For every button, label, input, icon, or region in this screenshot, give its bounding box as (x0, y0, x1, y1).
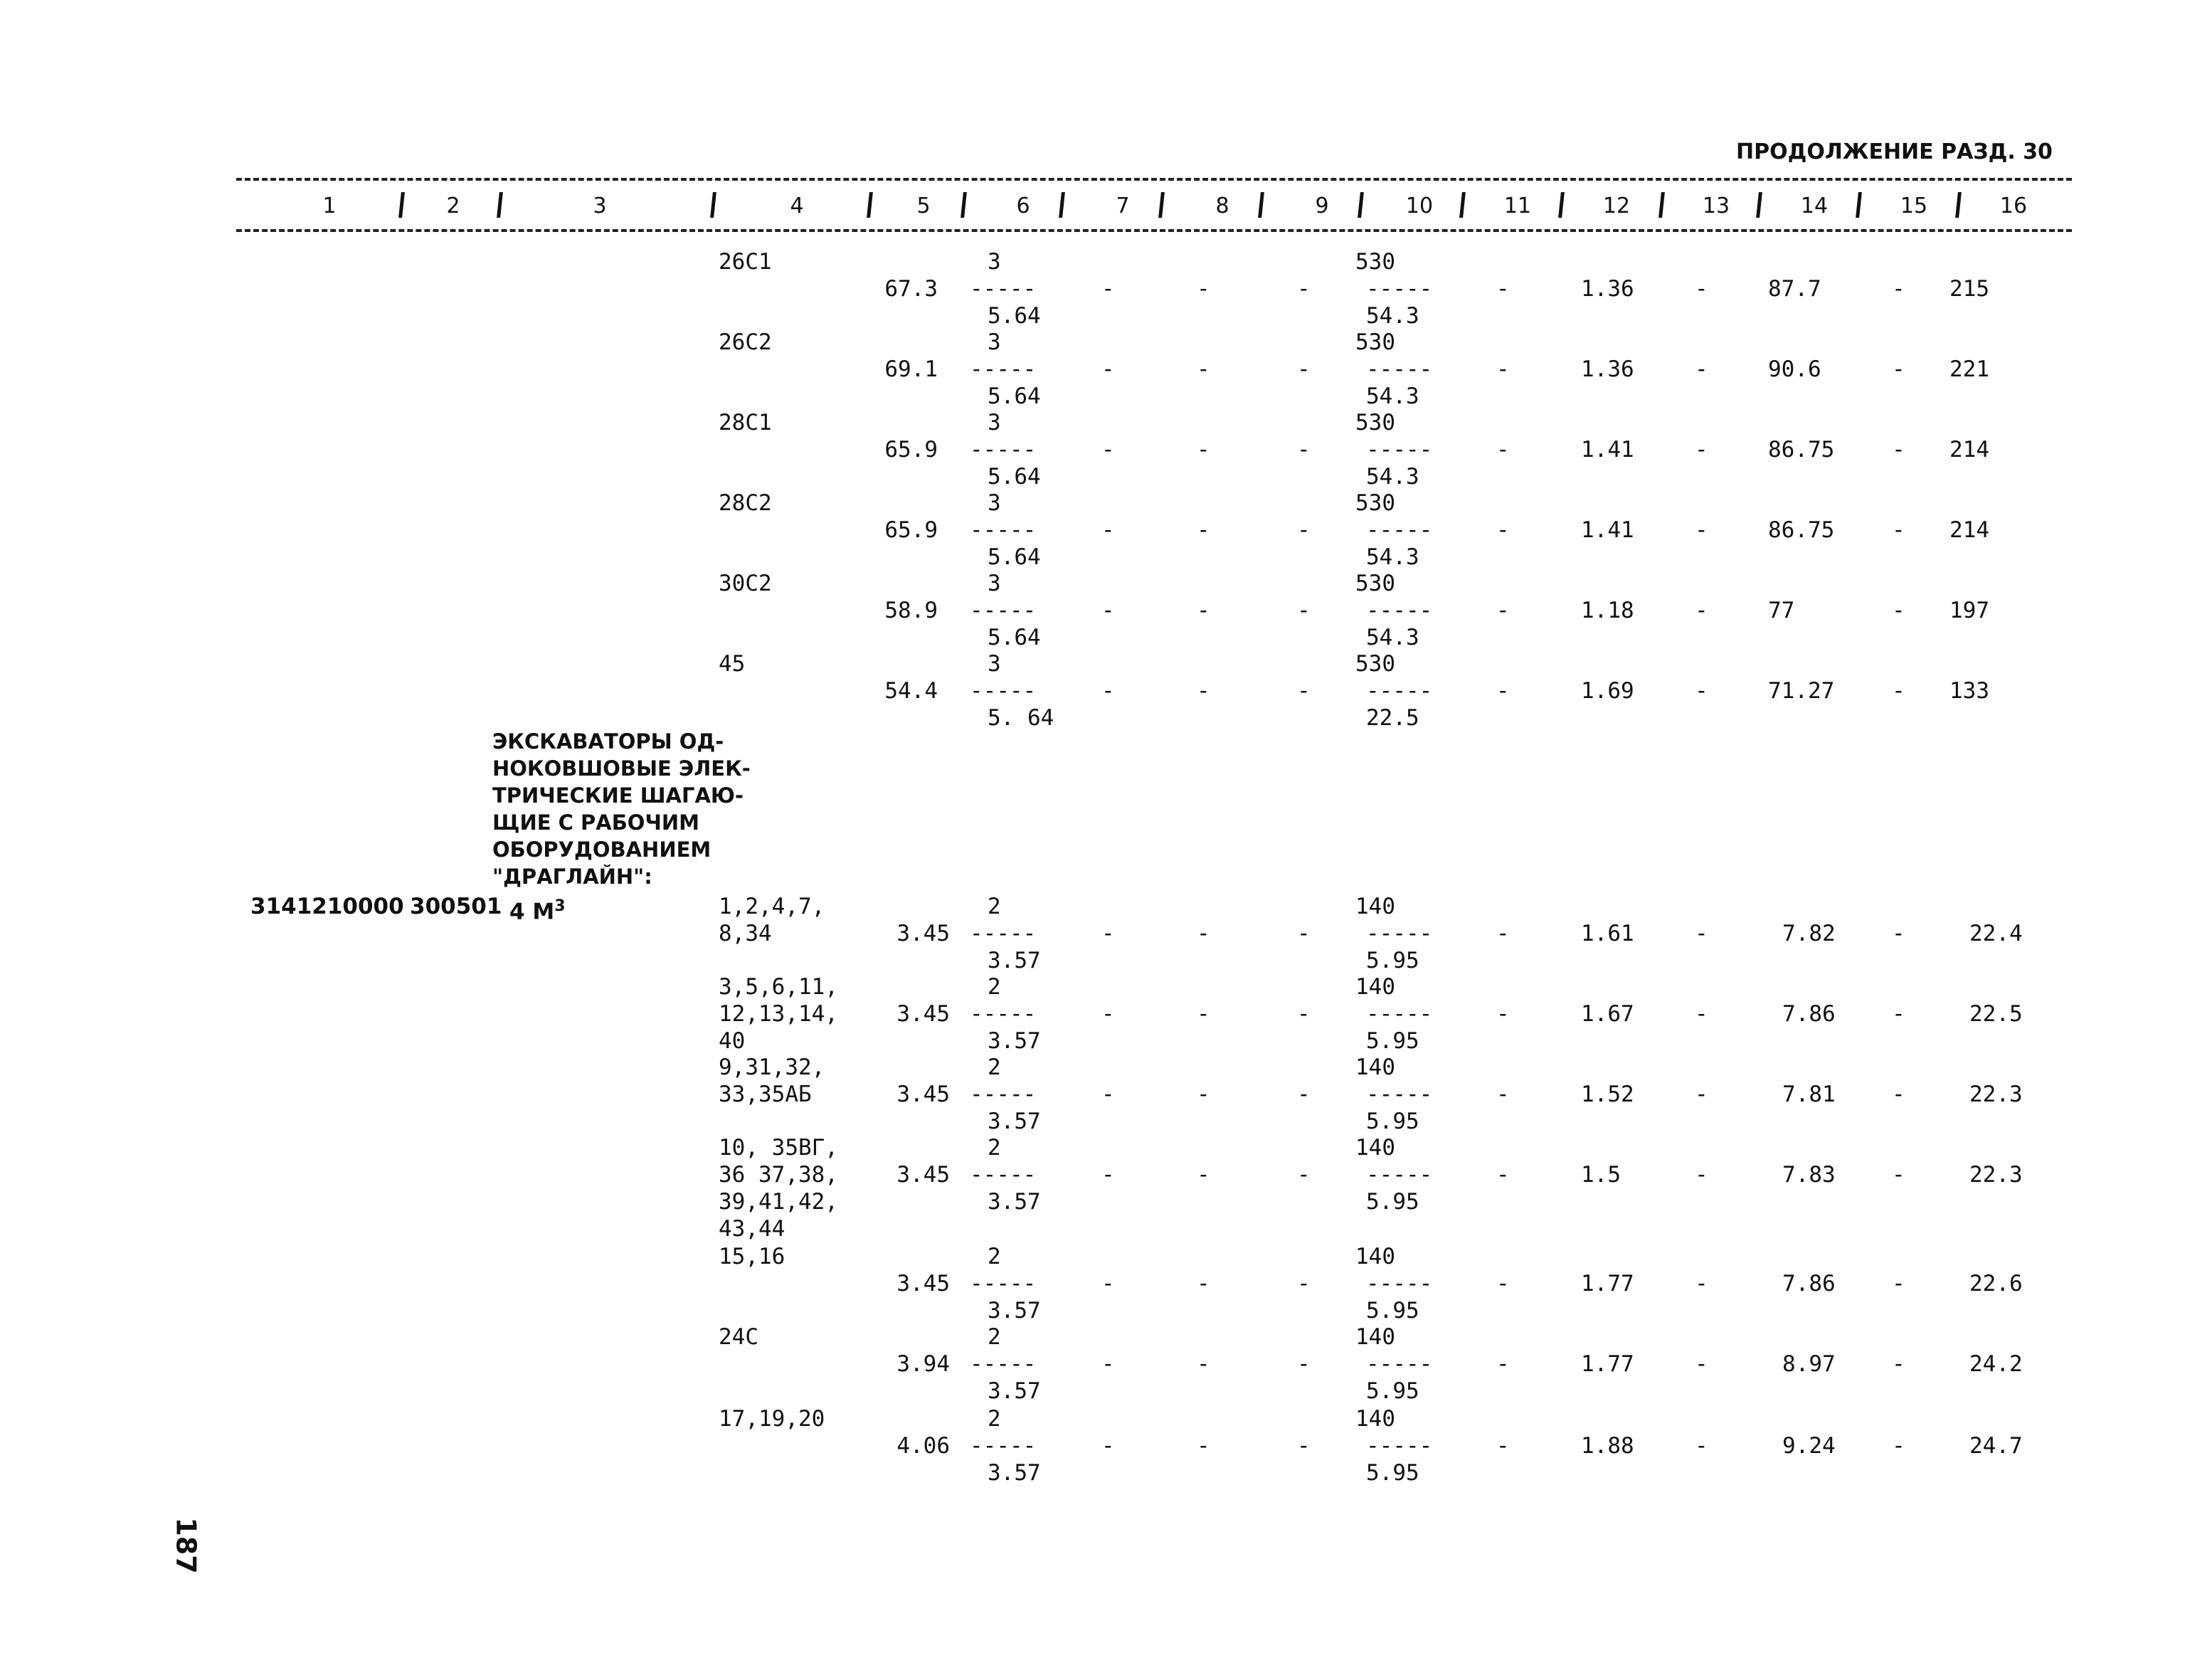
cell-col6-numerator: 2 (988, 1055, 1001, 1080)
column-separator (1459, 192, 1466, 218)
cell-col7: - (1101, 1433, 1115, 1459)
cell-col16: 22.6 (1969, 1271, 2023, 1296)
row-label: 3,5,6,11, (719, 974, 838, 1000)
cell-col12: 1.77 (1581, 1351, 1634, 1377)
cell-col13: - (1695, 921, 1708, 946)
continuation-label: ПРОДОЛЖЕНИЕ РАЗД. 30 (1736, 139, 2053, 164)
cell-col10-denominator: 54.3 (1366, 625, 1419, 650)
cell-col6-numerator: 3 (988, 571, 1001, 596)
cell-col5: 3.45 (896, 1082, 950, 1107)
cell-col16: 22.3 (1969, 1082, 2023, 1107)
row-label: 30С2 (719, 571, 772, 596)
cell-col10-numerator: 140 (1355, 1244, 1395, 1269)
row-label: 33,35АБ (719, 1082, 812, 1107)
cell-col15: - (1892, 1082, 1905, 1107)
cell-col7: - (1101, 517, 1115, 543)
capacity-exponent: 3 (554, 897, 566, 915)
column-separator (710, 192, 716, 218)
cell-col6-denominator: 3.57 (988, 1109, 1041, 1134)
cell-col8: - (1197, 437, 1210, 463)
cell-col8: - (1197, 1001, 1210, 1027)
cell-col12: 1.88 (1581, 1433, 1634, 1459)
cell-col10-fraction-bar: ----- (1366, 276, 1433, 302)
cell-col12: 1.41 (1581, 437, 1634, 463)
cell-col14: 86.75 (1768, 437, 1835, 463)
cell-col6-numerator: 2 (988, 1135, 1001, 1161)
cell-col13: - (1695, 356, 1708, 382)
cell-col14: 7.81 (1782, 1082, 1836, 1107)
cell-col10-fraction-bar: ----- (1366, 437, 1433, 463)
cell-col10-numerator: 530 (1355, 490, 1395, 516)
cell-col9: - (1297, 598, 1311, 623)
cell-col9: - (1297, 1001, 1311, 1027)
cell-col7: - (1101, 921, 1115, 946)
cell-col6-denominator: 3.57 (988, 948, 1041, 973)
cell-col10-denominator: 5.95 (1366, 1460, 1419, 1486)
cell-col15: - (1892, 1351, 1905, 1377)
cell-col12: 1.18 (1581, 598, 1634, 623)
cell-col9: - (1297, 921, 1311, 946)
cell-col11: - (1496, 437, 1510, 463)
cell-col5: 4.06 (896, 1433, 950, 1459)
column-header-15: 15 (1900, 194, 1928, 218)
cell-col11: - (1496, 598, 1510, 623)
cell-col7: - (1101, 356, 1115, 382)
capacity-unit: 4 М (509, 899, 555, 925)
cell-col10-fraction-bar: ----- (1366, 598, 1433, 623)
column-separator (497, 192, 503, 218)
cell-col10-fraction-bar: ----- (1366, 1351, 1433, 1377)
cell-col7: - (1101, 1271, 1115, 1296)
cell-col6-denominator: 5.64 (988, 544, 1041, 570)
cell-col8: - (1197, 921, 1210, 946)
column-header-4: 4 (790, 194, 804, 218)
cell-col5: 3.45 (896, 921, 950, 946)
cell-col11: - (1496, 678, 1510, 704)
cell-col8: - (1197, 1162, 1210, 1188)
row-label: 39,41,42, (719, 1189, 838, 1215)
cell-col10-fraction-bar: ----- (1366, 1271, 1433, 1296)
row-label: 28С1 (719, 410, 772, 435)
column-separator (1258, 192, 1264, 218)
row-label: 8,34 (719, 921, 772, 946)
cell-col5: 69.1 (884, 356, 938, 382)
row-label: 1,2,4,7, (719, 894, 825, 919)
cell-col5: 58.9 (884, 598, 938, 623)
cell-col9: - (1297, 1433, 1311, 1459)
cell-col11: - (1496, 1082, 1510, 1107)
cell-col14: 86.75 (1768, 517, 1835, 543)
cell-col8: - (1197, 276, 1210, 302)
cell-col10-fraction-bar: ----- (1366, 921, 1433, 946)
column-header-8: 8 (1215, 194, 1229, 218)
cell-col7: - (1101, 1082, 1115, 1107)
row-label: 15,16 (719, 1244, 785, 1269)
cell-col5: 65.9 (884, 437, 938, 463)
cell-col16: 214 (1949, 517, 1989, 543)
column-separator (867, 192, 873, 218)
cell-col15: - (1892, 276, 1905, 302)
cell-col10-numerator: 530 (1355, 249, 1395, 275)
cell-col14: 90.6 (1768, 356, 1821, 382)
cell-col6-fraction-bar: ----- (970, 276, 1037, 302)
cell-col6-denominator: 5.64 (988, 464, 1041, 490)
cell-col14: 7.82 (1782, 921, 1836, 946)
column-header-11: 11 (1503, 194, 1532, 218)
cell-col10-denominator: 54.3 (1366, 384, 1419, 409)
cell-col12: 1.61 (1581, 921, 1634, 946)
cell-col9: - (1297, 276, 1311, 302)
cell-col14: 7.86 (1782, 1271, 1836, 1296)
cell-col10-denominator: 54.3 (1366, 544, 1419, 570)
cell-col12: 1.69 (1581, 678, 1634, 704)
cell-col7: - (1101, 276, 1115, 302)
group-title-line: "ДРАГЛАЙН": (492, 865, 652, 889)
cell-col13: - (1695, 1162, 1708, 1188)
cell-col10-fraction-bar: ----- (1366, 1433, 1433, 1459)
cell-col9: - (1297, 1351, 1311, 1377)
cell-col6-numerator: 2 (988, 974, 1001, 1000)
cell-col12: 1.41 (1581, 517, 1634, 543)
cell-col10-numerator: 530 (1355, 329, 1395, 355)
cell-col6-numerator: 2 (988, 1324, 1001, 1350)
cell-col14: 71.27 (1768, 678, 1835, 704)
row-label: 9,31,32, (719, 1055, 825, 1080)
cell-col16: 221 (1949, 356, 1989, 382)
column-header-7: 7 (1116, 194, 1130, 218)
cell-col6-numerator: 2 (988, 1406, 1001, 1432)
column-separator (1658, 192, 1665, 218)
cell-col9: - (1297, 1271, 1311, 1296)
cell-col6-denominator: 3.57 (988, 1378, 1041, 1404)
cell-col6-fraction-bar: ----- (970, 517, 1037, 543)
column-separator (1756, 192, 1762, 218)
column-header-6: 6 (1016, 194, 1030, 218)
cell-col9: - (1297, 1082, 1311, 1107)
cell-col16: 133 (1949, 678, 1989, 704)
cell-col13: - (1695, 1351, 1708, 1377)
cell-col6-fraction-bar: ----- (970, 1162, 1037, 1188)
cell-col10-numerator: 140 (1355, 894, 1395, 919)
cell-col11: - (1496, 356, 1510, 382)
cell-col8: - (1197, 356, 1210, 382)
cell-col13: - (1695, 1433, 1708, 1459)
cell-col10-denominator: 5.95 (1366, 948, 1419, 973)
row-label: 43,44 (719, 1216, 785, 1242)
cell-col14: 77 (1768, 598, 1795, 623)
cell-col10-fraction-bar: ----- (1366, 1001, 1433, 1027)
cell-col9: - (1297, 517, 1311, 543)
row-label: 26С2 (719, 329, 772, 355)
cell-col15: - (1892, 921, 1905, 946)
cell-col5: 3.45 (896, 1162, 950, 1188)
cell-col12: 1.77 (1581, 1271, 1634, 1296)
cell-col13: - (1695, 437, 1708, 463)
cell-col15: - (1892, 678, 1905, 704)
row-label: 36 37,38, (719, 1162, 838, 1188)
row-label: 28С2 (719, 490, 772, 516)
cell-col10-numerator: 140 (1355, 1055, 1395, 1080)
cell-col5: 54.4 (884, 678, 938, 704)
cell-col6-numerator: 3 (988, 249, 1001, 275)
cell-col10-numerator: 530 (1355, 410, 1395, 435)
row-label: 12,13,14, (719, 1001, 838, 1027)
cell-col10-numerator: 530 (1355, 571, 1395, 596)
cell-col12: 1.5 (1581, 1162, 1621, 1188)
cell-col6-denominator: 5.64 (988, 625, 1041, 650)
cell-col6-fraction-bar: ----- (970, 1433, 1037, 1459)
cell-col6-denominator: 3.57 (988, 1189, 1041, 1215)
cell-col10-denominator: 54.3 (1366, 464, 1419, 490)
cell-col6-numerator: 3 (988, 490, 1001, 516)
cell-col15: - (1892, 1271, 1905, 1296)
cell-col10-numerator: 140 (1355, 974, 1395, 1000)
cell-col10-numerator: 530 (1355, 651, 1395, 677)
cell-col11: - (1496, 276, 1510, 302)
cell-col10-denominator: 5.95 (1366, 1378, 1419, 1404)
cell-col10-numerator: 140 (1355, 1324, 1395, 1350)
cell-col6-fraction-bar: ----- (970, 1001, 1037, 1027)
cell-col13: - (1695, 517, 1708, 543)
cell-col13: - (1695, 1271, 1708, 1296)
column-separator (1158, 192, 1165, 218)
cell-col8: - (1197, 1351, 1210, 1377)
row-label: 40 (719, 1028, 746, 1054)
cell-col8: - (1197, 1271, 1210, 1296)
cell-col8: - (1197, 517, 1210, 543)
cell-col16: 215 (1949, 276, 1989, 302)
cell-col6-numerator: 3 (988, 329, 1001, 355)
cell-col6-numerator: 2 (988, 894, 1001, 919)
cell-col14: 7.83 (1782, 1162, 1836, 1188)
cell-col6-numerator: 3 (988, 410, 1001, 435)
group-title-line: ЭКСКАВАТОРЫ ОД- (492, 729, 724, 754)
group-title-line: ТРИЧЕСКИЕ ШАГАЮ- (492, 783, 744, 808)
cell-col13: - (1695, 1082, 1708, 1107)
cell-col16: 22.4 (1969, 921, 2023, 946)
column-header-3: 3 (593, 194, 607, 218)
column-separator (961, 192, 967, 218)
group-code-2: 300501 (410, 894, 502, 919)
cell-col6-fraction-bar: ----- (970, 598, 1037, 623)
table-header-rule (236, 229, 2072, 232)
cell-col8: - (1197, 678, 1210, 704)
cell-col5: 3.94 (896, 1351, 950, 1377)
cell-col15: - (1892, 517, 1905, 543)
cell-col7: - (1101, 678, 1115, 704)
cell-col6-fraction-bar: ----- (970, 437, 1037, 463)
cell-col10-denominator: 5.95 (1366, 1189, 1419, 1215)
cell-col10-fraction-bar: ----- (1366, 356, 1433, 382)
cell-col11: - (1496, 1351, 1510, 1377)
row-label: 10, 35ВГ, (719, 1135, 838, 1161)
cell-col12: 1.52 (1581, 1082, 1634, 1107)
cell-col10-fraction-bar: ----- (1366, 678, 1433, 704)
cell-col8: - (1197, 1433, 1210, 1459)
group-title-line: НОКОВШОВЫЕ ЭЛЕК- (492, 756, 751, 781)
row-label: 24С (719, 1324, 758, 1350)
cell-col11: - (1496, 1433, 1510, 1459)
cell-col12: 1.67 (1581, 1001, 1634, 1027)
cell-col6-fraction-bar: ----- (970, 678, 1037, 704)
cell-col11: - (1496, 1001, 1510, 1027)
cell-col16: 24.7 (1969, 1433, 2023, 1459)
cell-col16: 22.3 (1969, 1162, 2023, 1188)
cell-col7: - (1101, 598, 1115, 623)
cell-col16: 24.2 (1969, 1351, 2023, 1377)
cell-col6-denominator: 5. 64 (988, 705, 1054, 731)
page-number: 187 (170, 1517, 202, 1574)
group-title-line: ОБОРУДОВАНИЕМ (492, 838, 711, 862)
cell-col10-numerator: 140 (1355, 1135, 1395, 1161)
cell-col7: - (1101, 1001, 1115, 1027)
column-header-14: 14 (1800, 194, 1829, 218)
group-code-1: 3141210000 (250, 894, 404, 919)
cell-col14: 87.7 (1768, 276, 1821, 302)
cell-col6-denominator: 5.64 (988, 384, 1041, 409)
cell-col10-denominator: 54.3 (1366, 303, 1419, 329)
cell-col7: - (1101, 437, 1115, 463)
cell-col6-denominator: 5.64 (988, 303, 1041, 329)
cell-col10-denominator: 22.5 (1366, 705, 1419, 731)
table-top-rule (236, 178, 2072, 181)
cell-col9: - (1297, 356, 1311, 382)
row-label: 45 (719, 651, 746, 677)
cell-col15: - (1892, 356, 1905, 382)
cell-col5: 3.45 (896, 1271, 950, 1296)
cell-col6-denominator: 3.57 (988, 1028, 1041, 1054)
cell-col11: - (1496, 1162, 1510, 1188)
cell-col12: 1.36 (1581, 356, 1634, 382)
cell-col13: - (1695, 276, 1708, 302)
row-label: 26С1 (719, 249, 772, 275)
column-separator (1059, 192, 1065, 218)
cell-col10-denominator: 5.95 (1366, 1109, 1419, 1134)
cell-col7: - (1101, 1162, 1115, 1188)
cell-col10-fraction-bar: ----- (1366, 517, 1433, 543)
cell-col6-fraction-bar: ----- (970, 356, 1037, 382)
cell-col6-fraction-bar: ----- (970, 1082, 1037, 1107)
cell-col8: - (1197, 598, 1210, 623)
cell-col6-fraction-bar: ----- (970, 921, 1037, 946)
column-separator (398, 192, 405, 218)
column-header-2: 2 (446, 194, 460, 218)
column-separator (1955, 192, 1962, 218)
cell-col5: 65.9 (884, 517, 938, 543)
cell-col6-denominator: 3.57 (988, 1298, 1041, 1324)
cell-col12: 1.36 (1581, 276, 1634, 302)
column-header-12: 12 (1602, 194, 1631, 218)
cell-col6-fraction-bar: ----- (970, 1271, 1037, 1296)
column-header-1: 1 (322, 194, 337, 218)
cell-col5: 3.45 (896, 1001, 950, 1027)
cell-col16: 214 (1949, 437, 1989, 463)
cell-col8: - (1197, 1082, 1210, 1107)
row-label: 17,19,20 (719, 1406, 825, 1432)
cell-col11: - (1496, 1271, 1510, 1296)
column-header-5: 5 (916, 194, 931, 218)
cell-col10-denominator: 5.95 (1366, 1298, 1419, 1324)
cell-col15: - (1892, 1433, 1905, 1459)
column-separator (1558, 192, 1565, 218)
cell-col5: 67.3 (884, 276, 938, 302)
cell-col11: - (1496, 517, 1510, 543)
column-header-9: 9 (1315, 194, 1329, 218)
cell-col10-numerator: 140 (1355, 1406, 1395, 1432)
cell-col15: - (1892, 1001, 1905, 1027)
cell-col15: - (1892, 598, 1905, 623)
cell-col13: - (1695, 598, 1708, 623)
group-title-line: ЩИЕ С РАБОЧИМ (492, 810, 700, 835)
cell-col9: - (1297, 678, 1311, 704)
cell-col7: - (1101, 1351, 1115, 1377)
cell-col6-fraction-bar: ----- (970, 1351, 1037, 1377)
cell-col6-denominator: 3.57 (988, 1460, 1041, 1486)
cell-col9: - (1297, 437, 1311, 463)
cell-col13: - (1695, 678, 1708, 704)
cell-col16: 197 (1949, 598, 1989, 623)
cell-col14: 9.24 (1782, 1433, 1836, 1459)
column-separator (1856, 192, 1862, 218)
cell-col10-denominator: 5.95 (1366, 1028, 1419, 1054)
cell-col9: - (1297, 1162, 1311, 1188)
column-header-10: 10 (1405, 194, 1434, 218)
cell-col14: 7.86 (1782, 1001, 1836, 1027)
cell-col15: - (1892, 1162, 1905, 1188)
group-capacity (509, 894, 566, 924)
cell-col13: - (1695, 1001, 1708, 1027)
cell-col16: 22.5 (1969, 1001, 2023, 1027)
cell-col10-fraction-bar: ----- (1366, 1162, 1433, 1188)
column-separator (1358, 192, 1364, 218)
cell-col15: - (1892, 437, 1905, 463)
cell-col14: 8.97 (1782, 1351, 1836, 1377)
cell-col6-numerator: 3 (988, 651, 1001, 677)
cell-col11: - (1496, 921, 1510, 946)
column-header-16: 16 (1999, 194, 2028, 218)
cell-col10-fraction-bar: ----- (1366, 1082, 1433, 1107)
column-header-13: 13 (1702, 194, 1730, 218)
cell-col6-numerator: 2 (988, 1244, 1001, 1269)
